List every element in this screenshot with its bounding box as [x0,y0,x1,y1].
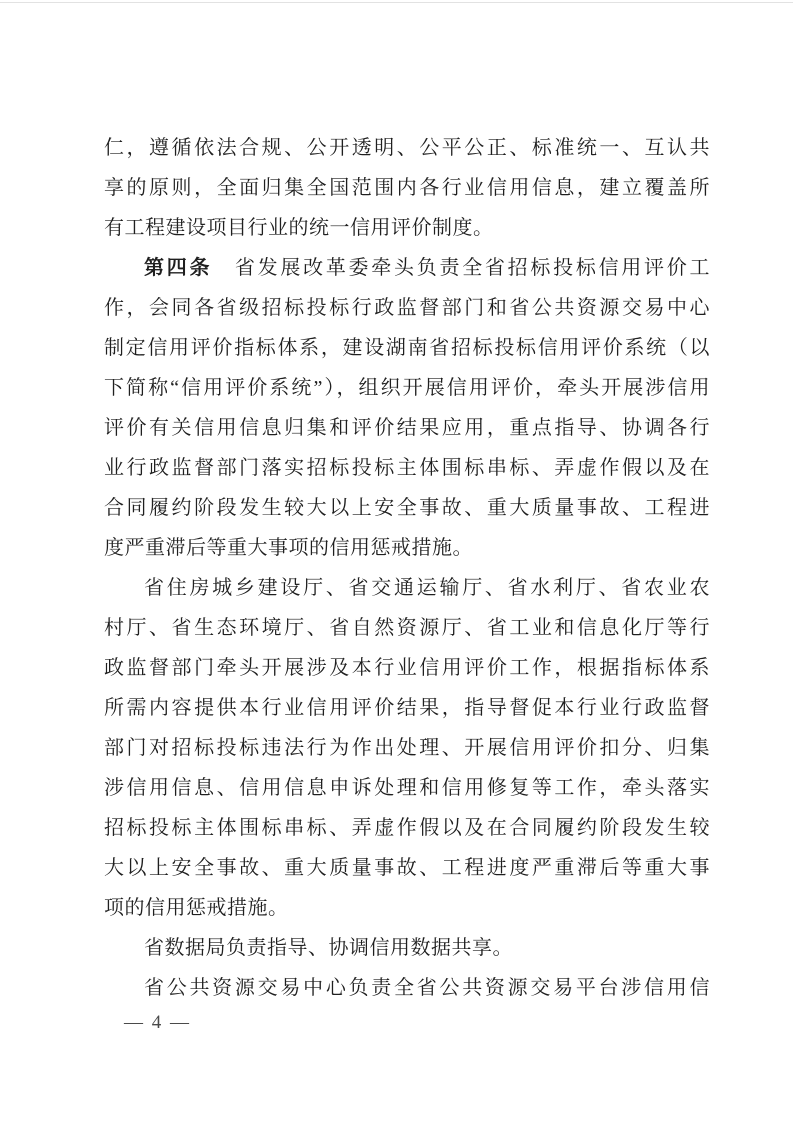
text-line: 省住房城乡建设厅、省交通运输厅、省水利厅、省农业农 [144,577,710,599]
text-line: 涉信用信息、信用信息申诉处理和信用修复等工作，牵头落实 [104,777,710,799]
text-line: 招标投标主体围标串标、弄虚作假以及在合同履约阶段发生较 [104,817,710,839]
scan-edge-line [0,2,793,3]
text-line: 村厅、省生态环境厅、省自然资源厅、省工业和信息化厅等行 [104,617,710,639]
text-line: 仁，遵循依法合规、公开透明、公平公正、标准统一、互认共 [104,137,710,159]
text-line: 省公共资源交易中心负责全省公共资源交易平台涉信用信 [144,977,710,999]
text-line: 所需内容提供本行业信用评价结果，指导督促本行业行政监督 [104,697,710,719]
text-line: 有工程建设项目行业的统一信用评价制度。 [104,217,494,239]
text-line: 大以上安全事故、重大质量事故、工程进度严重滞后等重大事 [104,857,710,879]
text-line: 享的原则，全面归集全国范围内各行业信用信息，建立覆盖所 [104,177,710,199]
text-line: 政监督部门牵头开展涉及本行业信用评价工作，根据指标体系 [104,657,710,679]
text-line: 评价有关信用信息归集和评价结果应用，重点指导、协调各行 [104,417,710,439]
text-line: 作，会同各省级招标投标行政监督部门和省公共资源交易中心 [104,297,710,319]
text-line: 度严重滞后等重大事项的信用惩戒措施。 [104,537,473,559]
article-number-bold: 第四条 [144,257,213,279]
text-line: 合同履约阶段发生较大以上安全事故、重大质量事故、工程进 [104,497,710,519]
page-number: — 4 — [124,1012,191,1033]
text-line: 项的信用惩戒措施。 [104,897,289,919]
text-line: 第四条 省发展改革委牵头负责全省招标投标信用评价工 [144,257,710,279]
text-line: 制定信用评价指标体系，建设湖南省招标投标信用评价系统（以 [104,337,710,359]
document-text-block [104,128,710,1008]
text-line: 下简称“信用评价系统”），组织开展信用评价，牵头开展涉信用 [104,377,710,399]
text-line: 省数据局负责指导、协调信用数据共享。 [144,937,513,959]
text-line: 业行政监督部门落实招标投标主体围标串标、弄虚作假以及在 [104,457,710,479]
text-line: 部门对招标投标违法行为作出处理、开展信用评价扣分、归集 [104,737,710,759]
